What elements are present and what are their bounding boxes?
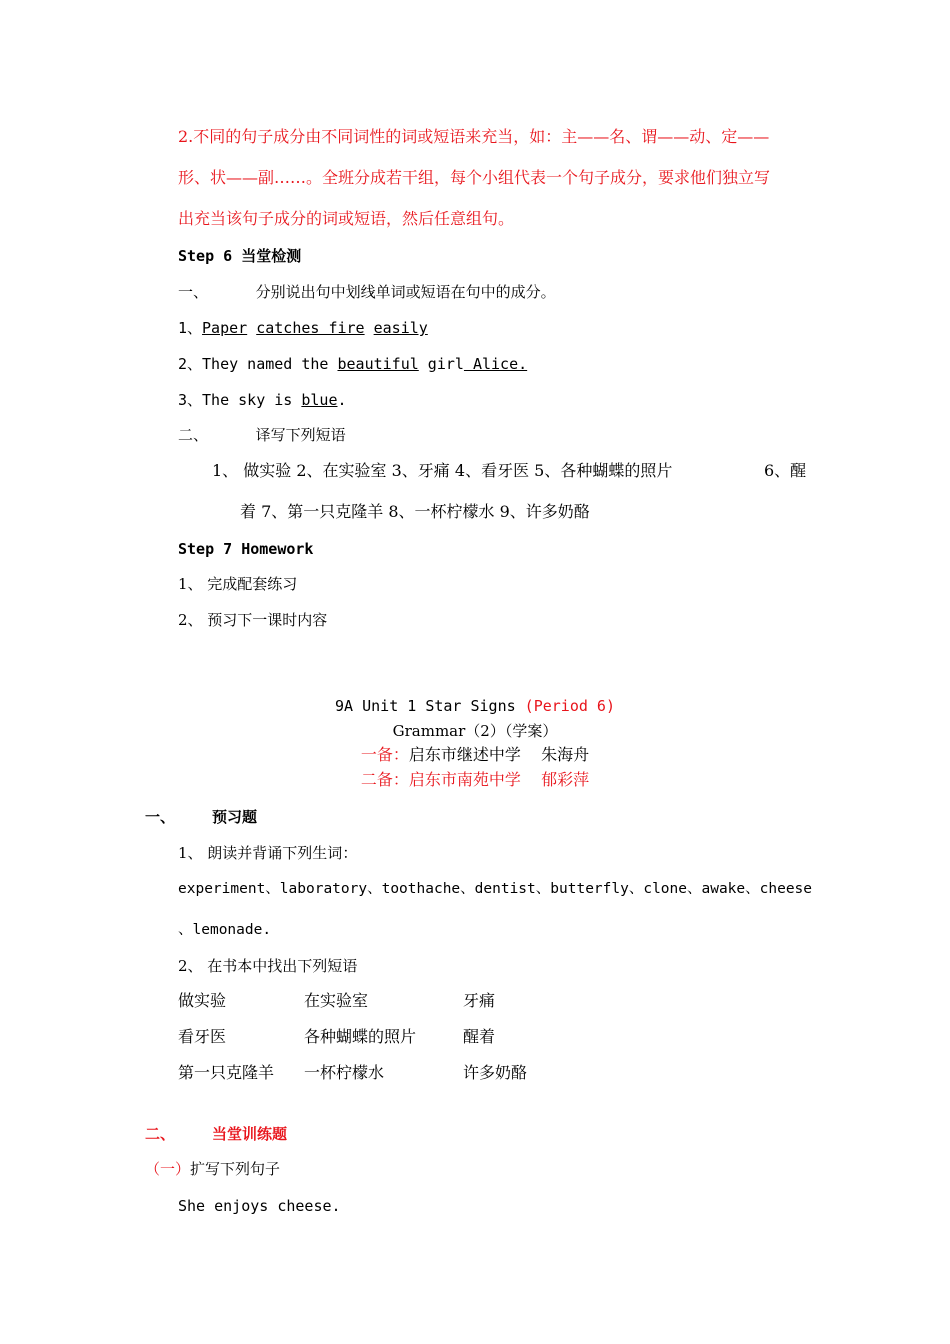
- phrase-r3-c2: 一杯柠檬水: [304, 1063, 385, 1082]
- phrase-r1-c3: 牙痛: [463, 991, 496, 1010]
- step6-q1-text: 分别说出句中划线单词或短语在句中的成分。: [255, 283, 556, 301]
- section1-num: 一、: [145, 808, 176, 826]
- section1-q1: 1、 朗读并背诵下列生词：: [178, 844, 358, 862]
- phrase-r2-c1: 看牙医: [178, 1027, 227, 1046]
- step6-q2-text: 译写下列短语: [255, 426, 346, 444]
- sentence-2-pre: 2、They named the: [178, 355, 338, 373]
- step6-q1: [178, 282, 556, 302]
- homework-item-2: 2、 预习下一课时内容: [178, 611, 328, 629]
- vocab-line-2: 、lemonade.: [178, 922, 272, 938]
- section2-sub-text: 扩写下列句子: [190, 1160, 281, 1178]
- sentence-1-word-paper: Paper: [202, 319, 248, 337]
- step6-q2-num: 二、: [178, 426, 209, 444]
- sentence-2-mid: girl: [418, 355, 464, 373]
- section2-sub: [145, 1159, 280, 1179]
- step6-q1-num: 一、: [178, 283, 209, 301]
- prep-1-label: 一备：: [360, 745, 409, 764]
- translation-line-1-tail: 6、醒: [764, 461, 807, 480]
- vocab-line-1: experiment、laboratory、toothache、dentist、butterfly、clone、awake、cheese: [178, 881, 813, 897]
- prep-1: [0, 745, 950, 765]
- prep-2: 二备：启东市南苑中学 郁彩萍: [360, 770, 590, 789]
- phrase-r1-c1: 做实验: [178, 991, 227, 1010]
- page-title-main: 9A Unit 1 Star Signs: [335, 697, 525, 715]
- section2-num: 二、: [145, 1125, 176, 1143]
- section2-sentence: She enjoys cheese.: [178, 1197, 341, 1215]
- section1-q2: 2、 在书本中找出下列短语: [178, 957, 358, 975]
- translation-line-1: 1、 做实验 2、在实验室 3、牙痛 4、看牙医 5、各种蝴蝶的照片: [212, 461, 673, 480]
- step6-q2: [178, 425, 346, 445]
- page-title: [0, 696, 950, 716]
- sentence-3-post: .: [337, 391, 347, 409]
- red-paragraph-line-3: 出充当该句子成分的词或短语，然后任意组句。: [178, 209, 515, 228]
- sentence-1-word-catches-fire: catches fire: [256, 319, 365, 337]
- phrase-r1-c2: 在实验室: [304, 991, 369, 1010]
- section2-title: 当堂训练题: [212, 1125, 288, 1143]
- sentence-2: [178, 354, 527, 374]
- sentence-2-word-beautiful: beautiful: [337, 355, 419, 373]
- sentence-3-pre: 3、The sky is: [178, 391, 302, 409]
- sentence-1: [178, 318, 428, 338]
- sentence-3-word-blue: blue: [301, 391, 338, 409]
- sentence-3: [178, 390, 347, 410]
- section2-sub-num: （一）: [145, 1160, 191, 1178]
- page-subtitle: Grammar（2）（学案）: [392, 722, 558, 740]
- phrase-r3-c3: 许多奶酪: [463, 1063, 528, 1082]
- section1-title: 预习题: [212, 808, 258, 826]
- step6-title: Step 6 当堂检测: [178, 247, 302, 265]
- translation-line-2: 着 7、第一只克隆羊 8、一杯柠檬水 9、许多奶酪: [240, 502, 590, 521]
- phrase-r2-c3: 醒着: [463, 1027, 496, 1046]
- sentence-1-word-easily: easily: [373, 319, 428, 337]
- homework-item-1: 1、 完成配套练习: [178, 575, 298, 593]
- sentence-2-word-alice: Alice.: [463, 355, 528, 373]
- phrase-r2-c2: 各种蝴蝶的照片: [304, 1027, 417, 1046]
- red-paragraph-line-1: 2.不同的句子成分由不同词性的词或短语来充当，如：主——名、谓——动、定——: [178, 127, 770, 146]
- step7-title: Step 7 Homework: [178, 540, 314, 558]
- prep-1-rest: 启东市继述中学 朱海舟: [408, 745, 590, 764]
- phrase-r3-c1: 第一只克隆羊: [178, 1063, 275, 1082]
- red-paragraph-line-2: 形、状——副……。全班分成若干组，每个小组代表一个句子成分，要求他们独立写: [178, 168, 771, 187]
- page-title-period: (Period 6): [524, 697, 615, 715]
- sentence-1-num: 1、: [178, 319, 203, 337]
